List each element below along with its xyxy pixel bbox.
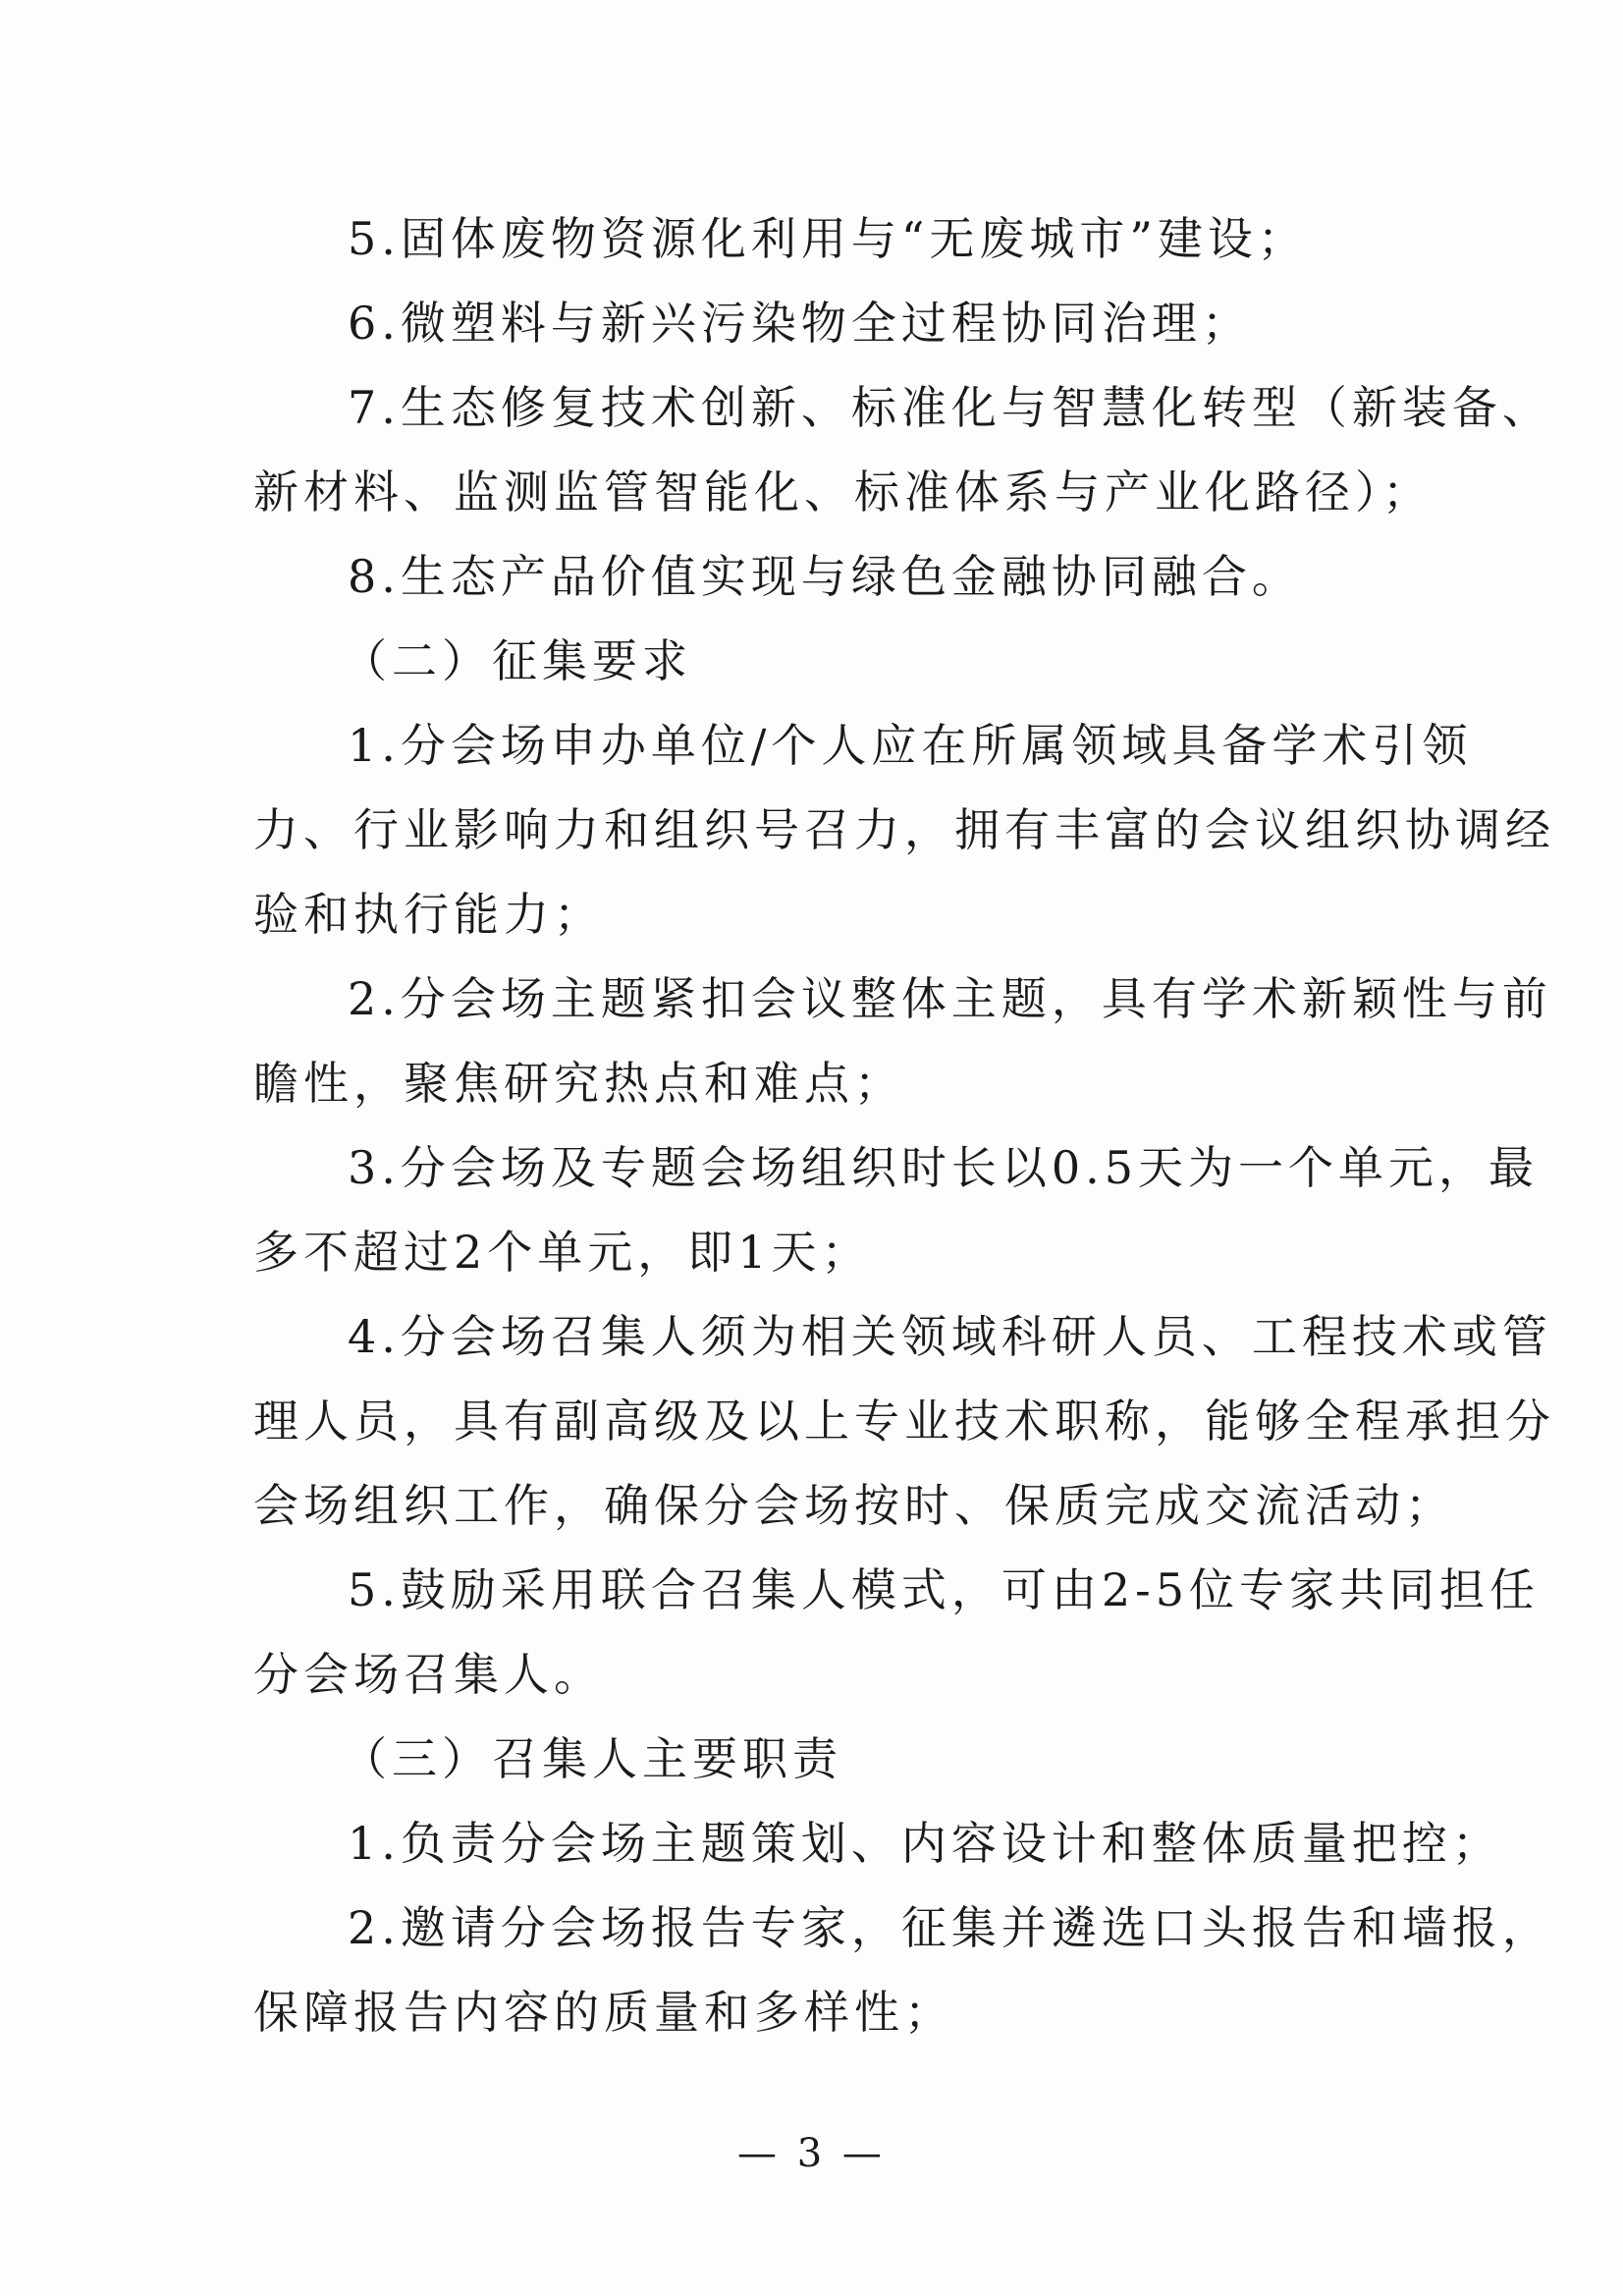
list-item-continuation: 新材料、监测监管智能化、标准体系与产业化路径）； bbox=[253, 465, 1433, 519]
list-item: 2.分会场主题紧扣会议整体主题，具有学术新颖性与前 bbox=[348, 972, 1552, 1025]
list-item-continuation: 力、行业影响力和组织号召力，拥有丰富的会议组织协调经 bbox=[253, 803, 1555, 856]
list-item-continuation: 验和执行能力； bbox=[253, 888, 604, 941]
list-item-continuation: 会场组织工作，确保分会场按时、保质完成交流活动； bbox=[253, 1479, 1455, 1532]
list-item: 7.生态修复技术创新、标准化与智慧化转型（新装备、 bbox=[348, 381, 1552, 434]
list-item: 3.分会场及专题会场组织时长以0.5天为一个单元，最 bbox=[348, 1141, 1540, 1194]
list-item: 5.鼓励采用联合召集人模式，可由2-5位专家共同担任 bbox=[348, 1563, 1540, 1616]
list-item: 1.分会场申办单位/个人应在所属领域具备学术引领 bbox=[348, 719, 1473, 772]
list-item: 8.生态产品价值实现与绿色金融协同融合。 bbox=[348, 550, 1302, 603]
list-item-continuation: 理人员，具有副高级及以上专业技术职称，能够全程承担分 bbox=[253, 1394, 1555, 1448]
list-item-continuation: 多不超过2个单元，即1天； bbox=[253, 1226, 872, 1279]
section-heading: （二）征集要求 bbox=[342, 634, 692, 687]
list-item: 4.分会场召集人须为相关领域科研人员、工程技术或管 bbox=[348, 1310, 1552, 1363]
document-body bbox=[253, 196, 1555, 2054]
section-heading: （三）召集人主要职责 bbox=[342, 1732, 842, 1785]
page-number: — 3 — bbox=[737, 2131, 886, 2176]
list-item: 6.微塑料与新兴污染物全过程协同治理； bbox=[348, 297, 1252, 350]
list-item: 1.负责分会场主题策划、内容设计和整体质量把控； bbox=[348, 1817, 1502, 1870]
list-item: 2.邀请分会场报告专家，征集并遴选口头报告和墙报， bbox=[348, 1901, 1552, 1954]
list-item-continuation: 瞻性，聚焦研究热点和难点； bbox=[253, 1057, 904, 1110]
list-item-continuation: 保障报告内容的质量和多样性； bbox=[253, 1986, 954, 2039]
list-item-continuation: 分会场召集人。 bbox=[253, 1648, 604, 1701]
list-item: 5.固体废物资源化利用与“无废城市”建设； bbox=[348, 212, 1308, 265]
